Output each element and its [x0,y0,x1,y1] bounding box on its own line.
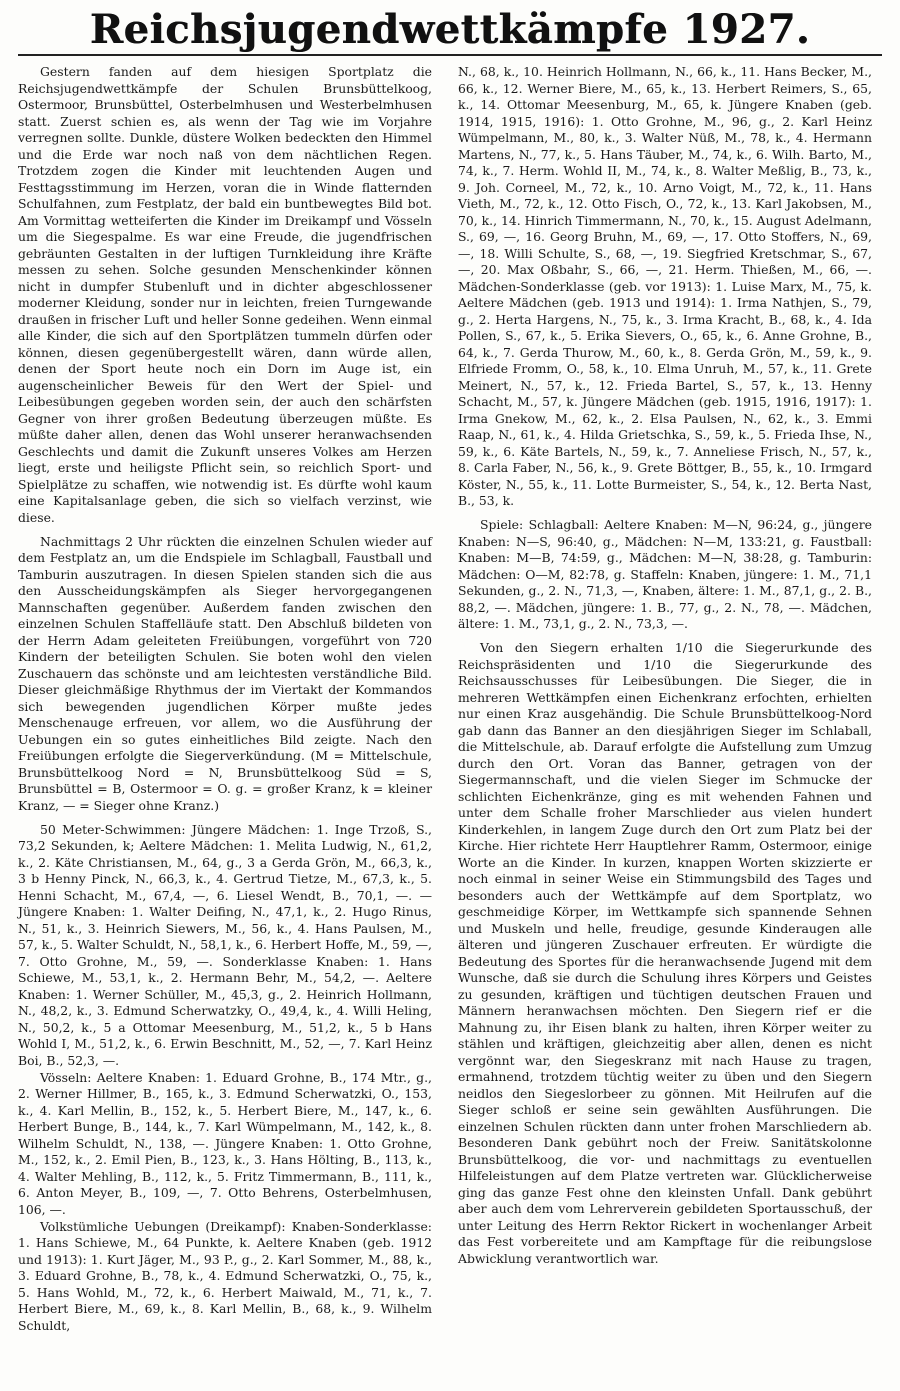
left-column [18,64,432,1335]
paragraph: N., 68, k., 10. Heinrich Hollmann, N., 66, k., 11. Hans Becker, M., 66, k., 12. Werner Biere, M., 65, k., 13. Herbert Reimers, S., 65, k., 14. Ottomar Meesenburg, M., 65, k. Jüngere Knaben (geb. 1914, 1915, 1916): 1. Otto Grohne, M., 96, g., 2. Karl Heinz Wümpelmann, M., 80, k., 3. Walter Nüß, M., 78, k., 4. Hermann Martens, N., 77, k., 5. Hans Täuber, M., 74, k., 6. Wilh. Barto, M., 74, k., 7. Herm. Wohld II, M., 74, k., 8. Walter Meßlig, B., 73, k., 9. Joh. Corneel, M., 72, k., 10. Arno Voigt, M., 72, k., 11. Hans Vieth, M., 72, k., 12. Otto Fisch, O., 72, k., 13. Karl Jakobsen, M., 70, k., 14. Hinrich Timmermann, N., 70, k., 15. August Adelmann, S., 69, —, 16. Georg Bruhn, M., 69, —, 17. Otto Stoffers, N., 69, —, 18. Willi Schulte, S., 68, —, 19. Siegfried Kretschmar, S., 67, —, 20. Max Oßbahr, S., 66, —, 21. Herm. Thießen, M., 66, —. Mädchen-Sonderklasse (geb. vor 1913): 1. Luise Marx, M., 75, k. Aeltere Mädchen (geb. 1913 und 1914): 1. Irma Nathjen, S., 79, g., 2. Herta Hargens, N., 75, k., 3. Irma Kracht, B., 68, k., 4. Ida Pollen, S., 67, k., 5. Erika Sievers, O., 65, k., 6. Anne Grohne, B., 64, k., 7. Gerda Thurow, M., 60, k., 8. Gerda Grön, M., 59, k., 9. Elfriede Fromm, O., 58, k., 10. Elma Unruh, M., 57, k., 11. Grete Meinert, N., 57, k., 12. Frieda Bartel, S., 57, k., 13. Henny Schacht, M., 57, k. Jüngere Mädchen (geb. 1915, 1916, 1917): 1. Irma Gnekow, M., 62, k., 2. Elsa Paulsen, N., 62, k., 3. Emmi Raap, N., 61, k., 4. Hilda Grietschka, S., 59, k., 5. Frieda Ihse, N., 59, k., 6. Käte Bartels, N., 59, k., 7. Anneliese Frisch, N., 57, k., 8. Carla Faber, N., 56, k., 9. Grete Böttger, B., 55, k., 10. Irmgard Köster, N., 55, k., 11. Lotte Burmeister, S., 54, k., 12. Berta Nast, B., 53, k. [458,64,872,508]
paragraph-gap [458,633,872,640]
paragraph-gap [458,510,872,517]
paragraph: 50 Meter-Schwimmen: Jüngere Mädchen: 1. Inge Trzoß, S., 73,2 Sekunden, k; Aeltere Mädchen: 1. Melita Ludwig, N., 61,2, k., 2. Käte Christiansen, M., 64, g., 3 a Gerda Grön, M., 66,3, k., 3 b Henny Pinck, N., 66,3, k., 4. Gertrud Tietze, M., 67,3, k., 5. Henni Schacht, M., 67,4, —, 6. Liesel Wendt, B., 70,1, —. — Jüngere Knaben: 1. Walter Deifing, N., 47,1, k., 2. Hugo Rinus, N., 51, k., 3. Heinrich Siewers, M., 56, k., 4. Hans Paulsen, M., 57, k., 5. Walter Schuldt, N., 58,1, k., 6. Herbert Hoffe, M., 59, —, 7. Otto Grohne, M., 59, —. Sonderklasse Knaben: 1. Hans Schiewe, M., 53,1, k., 2. Hermann Behr, M., 54,2, —. Aeltere Knaben: 1. Werner Schüller, M., 45,3, g., 2. Heinrich Hollmann, N., 48,2, k., 3. Edmund Scherwatzky, O., 49,4, k., 4. Willi Heling, N., 50,2, k., 5 a Ottomar Meesenburg, M., 51,2, k., 5 b Hans Wohld I, M., 51,2, k., 6. Erwin Beschnitt, M., 52, —, 7. Karl Heinz Boi, B., 52,3, —. [18,821,432,1068]
paragraph: Vösseln: Aeltere Knaben: 1. Eduard Grohne, B., 174 Mtr., g., 2. Werner Hillmer, B., 165, k., 3. Edmund Scherwatzki, O., 153, k., 4. Karl Mellin, B., 152, k., 5. Herbert Biere, M., 147, k., 6. Herbert Bunge, B., 144, k., 7. Karl Wümpelmann, M., 142, k., 8. Wilhelm Schuldt, N., 138, —. Jüngere Knaben: 1. Otto Grohne, M., 152, k., 2. Emil Pien, B., 123, k., 3. Hans Hölting, B., 113, k., 4. Walter Mehling, B., 112, k., 5. Fritz Timmermann, B., 111, k., 6. Anton Meyer, B., 109, —, 7. Otto Behrens, Osterbelmhusen, 106, —. [18,1069,432,1217]
paragraph: Gestern fanden auf dem hiesigen Sportplatz die Reichsjugendwettkämpfe der Schulen Brunsbüttelkoog, Ostermoor, Brunsbüttel, Osterbelmhusen und Westerbelmhusen statt. Zuerst schien es, als wenn der Tag wie im Vorjahre verregnen sollte. Dunkle, düstere Wolken bedeckten den Himmel und die Erde war noch naß von dem nächtlichen Regen. Trotzdem zogen die Kinder mit leuchtenden Augen und Festtagsstimmung im Herzen, voran die in Winde flatternden Schulfahnen, zum Festplatz, der bald ein buntbewegtes Bild bot. Am Vormittag wetteiferten die Kinder im Dreikampf und Vösseln um die Siegespalme. Es war eine Freude, die jugendfrischen gebräunten Gestalten in der luftigen Turnkleidung ihre Kräfte messen zu sehen. Solche gesunden Menschenkinder können nicht in dumpfer Stubenluft und in dichter abgeschlossener moderner Kleidung, sonder nur in leichten, freien Turngewande draußen in frischer Luft und heller Sonne gedeihen. Wenn einmal alle Kinder, die sich auf den Sportplätzen tummeln dürfen oder können, diesen gegenübergestellt wären, dann würde allen, denen der Sport heute noch ein Dorn im Auge ist, ein augenscheinlicher Beweis für den Wert der Spiel- und Leibesübungen gegeben worden sein, der auch den schärfsten Gegner von ihrer großen Bedeutung überzeugen müßte. Es müßte daher allen, denen das Wohl unserer heranwachsenden Geschlechts und damit die Zukunft unseres Volkes am Herzen liegt, erste und heiligste Pflicht sein, so reichlich Sport- und Spielplätze zu schaffen, wie notwendig ist. Es dürfte wohl kaum eine Kapitalsanlage geben, die sich so vielfach verzinst, wie diese. [18,64,432,525]
paragraph: Spiele: Schlagball: Aeltere Knaben: M—N, 96:24, g., jüngere Knaben: N—S, 96:40, g., Mädchen: N—M, 133:21, g. Faustball: Knaben: M—B, 74:59, g., Mädchen: M—N, 38:28, g. Tamburin: Mädchen: O—M, 82:78, g. Staffeln: Knaben, jüngere: 1. M., 71,1 Sekunden, g., 2. N., 71,3, —, Knaben, ältere: 1. M., 87,1, g., 2. B., 88,2, —. Mädchen, jüngere: 1. B., 77, g., 2. N., 78, —. Mädchen, ältere: 1. M., 73,1, g., 2. N., 73,3, —. [458,517,872,631]
paragraph: Nachmittags 2 Uhr rückten die einzelnen Schulen wieder auf dem Festplatz an, um die Endspiele im Schlagball, Faustball und Tamburin auszutragen. In diesen Spielen standen sich die aus den Ausscheidungskämpfen als Sieger hervorgegangenen Mannschaften gegenüber. Außerdem fanden zwischen den einzelnen Schulen Staffelläufe statt. Den Abschluß bildeten von der Herrn Adam geleiteten Freiübungen, vorgeführt von 720 Kindern der beteiligten Schulen. Sie boten wohl den vielen Zuschauern das schönste und am leichtesten verständliche Bild. Dieser gleichmäßige Rhythmus der im Viertakt der Kommandos sich bewegenden jugendlichen Körper mußte jedes Menschenauge erfreuen, vor allem, wo die Ausführung der Uebungen ein so gutes einheitliches Bild zeigte. Nach den Freiübungen erfolgte die Siegerverkündung. (M = Mittelschule, Brunsbüttelkoog Nord = N, Brunsbüttelkoog Süd = S, Brunsbüttel = B, Ostermoor = O. g. = großer Kranz, k = kleiner Kranz, — = Sieger ohne Kranz.) [18,533,432,813]
right-column [458,64,872,1268]
article-columns [18,64,882,1335]
paragraph: Volkstümliche Uebungen (Dreikampf): Knaben-Sonderklasse: 1. Hans Schiewe, M., 64 Punkte, k. Aeltere Knaben (geb. 1912 und 1913): 1. Kurt Jäger, M., 93 P., g., 2. Karl Sommer, M., 88, k., 3. Eduard Grohne, B., 78, k., 4. Edmund Scherwatzki, O., 75, k., 5. Hans Wohld, M., 72, k., 6. Herbert Maiwald, M., 71, k., 7. Herbert Biere, M., 69, k., 8. Karl Mellin, B., 68, k., 9. Wilhelm Schuldt, [18,1218,432,1333]
paragraph-gap [18,527,432,534]
title-divider [18,54,882,56]
paragraph: Von den Siegern erhalten 1/10 die Siegerurkunde des Reichspräsidenten und 1/10 die Siegerurkunde des Reichsausschusses für Leibesübungen. Die Sieger, die in mehreren Wettkämpfen einen Eichenkranz erfochten, erhielten nur einen Kraz ausgehändig. Die Schule Brunsbüttelkoog-Nord gab dann das Banner an den diesjährigen Sieger im Schlaball, die Mittelschule, ab. Darauf erfolgte die Aufstellung zum Umzug durch den Ort. Voran das Banner, getragen von der Siegermannschaft, und die vielen Sieger im Schmucke der schlichten Eichenkränze, ging es mit wehenden Fahnen und unter dem Schalle froher Marschlieder aus vielen hundert Kinderkehlen, in langem Zuge durch den Ort zum Platz bei der Kirche. Hier richtete Herr Hauptlehrer Ramm, Ostermoor, einige Worte an die Kinder. In kurzen, knappen Worten skizzierte er noch einmal in seiner Weise ein Stimmungsbild des Tages und besonders auch der Wettkämpfe auf dem Sportplatz, wo geschmeidige Körper, im Wettkampfe sich spannende Sehnen und Muskeln und helle, freudige, gesunde Kinderaugen alle älteren und jüngeren Zuschauer erfreuten. Er würdigte die Bedeutung des Sportes für die heranwachsende Jugend mit dem Wunsche, daß sie durch die Schulung ihres Körpers und Geistes zu gesunden, kräftigen und tüchtigen deutschen Frauen und Männern heranwachsen möchten. Den Siegern rief er die Mahnung zu, ihr Eisen blank zu halten, ihren Körper weiter zu stählen und kräftigen, gleichzeitig aber allen, denen es nicht vergönnt war, den Siegeskranz mit nach Hause zu tragen, ermahnend, trotzdem tüchtig weiter zu üben und den Siegern neidlos den Siegeslorbeer zu gönnen. Mit Heilrufen auf die Sieger schloß er seine sein gewählten Ausführungen. Die einzelnen Schulen rückten dann unter frohen Marschliedern ab. Besonderen Dank gebührt noch der Freiw. Sanitätskolonne Brunsbüttelkoog, die vor- und nachmittags zu eventuellen Hilfeleistungen auf dem Platze vertreten war. Glücklicherweise ging das ganze Fest ohne den kleinsten Unfall. Dank gebührt aber auch dem vom Lehrerverein gebildeten Sportausschuß, der unter Leitung des Herrn Rektor Rickert in wochenlanger Arbeit das Fest vorbereitete und am Kampftage für die reibungslose Abwicklung verantwortlich war. [458,640,872,1266]
paragraph-gap [18,815,432,822]
page-title: Reichsjugendwettkämpfe 1927. [89,6,811,53]
